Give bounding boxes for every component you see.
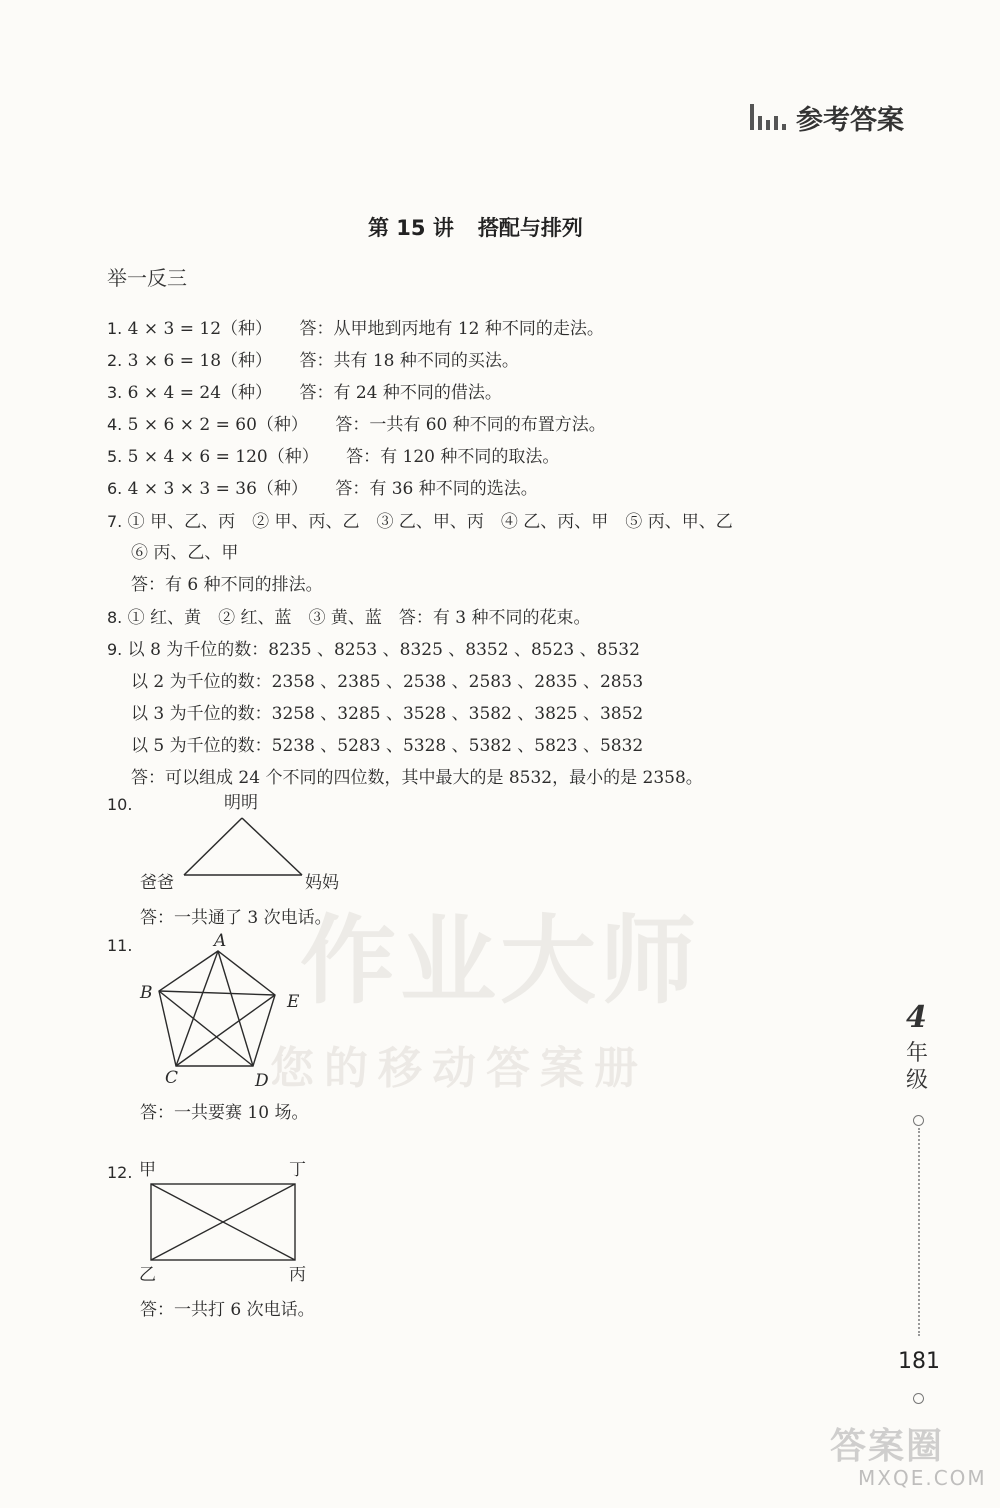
corner-watermark-url: MXQE.COM [858,1466,987,1490]
label-ding: 丁 [289,1160,306,1180]
answer-1 [107,314,604,339]
answer-9-text: 答：可以组成 24 个不同的四位数，其中最大的是 8532，最小的是 2358。 [131,768,703,788]
label-mama: 妈妈 [305,873,339,893]
answer-expression: 5 × 6 × 2 = 60（种） [127,415,308,435]
answer-number: 10. [107,795,133,814]
answer-9-line-4: 以 5 为千位的数：5238 、5283 、5328 、5382 、5823 、5832 [131,736,644,756]
answer-3 [107,378,502,403]
answer-9-line-3: 以 3 为千位的数：3258 、3285 、3528 、3582 、3825 、3852 [131,704,644,724]
answer-9-line-1 [107,635,640,660]
grade-label: 年级 [906,1041,929,1093]
lecture-title: 搭配与排列 [477,216,583,240]
answer-number: 2. [107,351,123,370]
answer-2 [107,346,519,371]
label-b: B [140,983,153,1003]
answer-number: 9. [107,640,123,659]
answer-10-number [107,795,132,815]
circle-icon [913,1115,924,1126]
answer-number: 12. [107,1163,133,1182]
header-title: 参考答案 [796,105,904,136]
answer-text: 答：从甲地到丙地有 12 种不同的走法。 [299,319,604,339]
answer-number: 3. [107,383,123,402]
answer-expression: 6 × 4 = 24（种） [127,383,273,403]
label-yi: 乙 [139,1265,156,1285]
answer-12-number [107,1163,132,1183]
answer-number: 7. [107,512,123,531]
answer-number: 4. [107,415,123,434]
answer-10-text: 答：一共通了 3 次电话。 [140,908,332,928]
answer-number: 6. [107,479,123,498]
label-baba: 爸爸 [140,873,174,893]
answer-12-text: 答：一共打 6 次电话。 [140,1300,315,1320]
answer-6 [107,474,538,499]
answer-text: 答：共有 18 种不同的买法。 [299,351,519,371]
answer-expression: 4 × 3 = 12（种） [127,319,273,339]
answer-number: 5. [107,447,123,466]
answer-11-text: 答：一共要赛 10 场。 [140,1103,309,1123]
section-title: 举一反三 [107,266,187,290]
dotted-divider [918,1128,921,1336]
answer-4 [107,410,606,435]
watermark-big: 作业大师 [300,905,700,1017]
answer-text: ① 红、黄 ② 红、蓝 ③ 黄、蓝 答：有 3 种不同的花束。 [127,608,591,628]
label-a: A [214,931,227,951]
lecture-heading [368,212,583,242]
triangle-diagram [140,788,360,898]
rectangle-diagram [135,1158,325,1288]
label-c: C [165,1068,179,1088]
answer-8 [107,603,591,628]
answer-permutations: ① 甲、乙、丙 ② 甲、丙、乙 ③ 乙、甲、丙 ④ 乙、丙、甲 ⑤ 丙、甲、乙 [127,512,733,532]
lecture-number: 第 15 讲 [368,216,454,240]
grade-number: 4 [906,1000,927,1035]
answer-expression: 4 × 3 × 3 = 36（种） [127,479,308,499]
label-bing: 丙 [289,1265,306,1285]
label-jia: 甲 [139,1160,156,1180]
answer-7-line-1 [107,507,733,532]
answer-text: 答：一共有 60 种不同的布置方法。 [335,415,606,435]
corner-watermark-logo: 答案圈 [830,1426,945,1467]
watermark-small: 您的移动答案册 [270,1043,648,1094]
page-number: 181 [898,1349,940,1374]
answer-9-line-2: 以 2 为千位的数：2358 、2385 、2538 、2583 、2835 、2853 [131,672,644,692]
answer-7-line-2: ⑥ 丙、乙、甲 [131,543,239,563]
pentagon-diagram [130,928,330,1093]
label-mingming: 明明 [224,793,258,813]
number-list: 以 8 为千位的数：8235 、8253 、8325 、8352 、8523 、8532 [127,640,640,660]
answer-expression: 3 × 6 = 18（种） [127,351,273,371]
answer-5 [107,442,559,467]
header-bars-icon [750,100,786,130]
circle-icon [913,1393,924,1404]
answer-number: 1. [107,319,123,338]
answer-number: 11. [107,936,133,955]
answer-number: 8. [107,608,123,627]
answer-text: 答：有 24 种不同的借法。 [299,383,502,403]
answer-text: 答：有 36 种不同的选法。 [335,479,538,499]
label-d: D [255,1071,269,1091]
answer-7-text: 答：有 6 种不同的排法。 [131,575,323,595]
answer-11-number [107,936,132,956]
label-e: E [287,992,300,1012]
answer-expression: 5 × 4 × 6 = 120（种） [127,447,319,467]
answer-text: 答：有 120 种不同的取法。 [346,447,560,467]
